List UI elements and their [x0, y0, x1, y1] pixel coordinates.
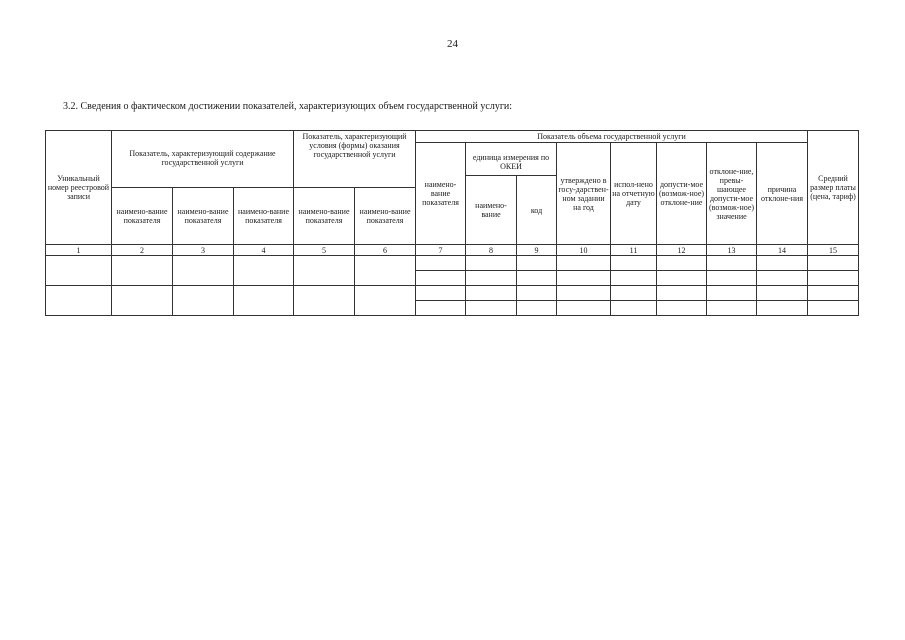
column-number: 7 — [416, 245, 466, 256]
volume-indicator-header: Показатель объема государственной услуги — [416, 131, 808, 143]
column-number: 2 — [112, 245, 173, 256]
empty-cell — [707, 301, 757, 316]
column-number: 8 — [466, 245, 517, 256]
empty-cell — [517, 301, 557, 316]
sub-indicator-name-header: наимено-вание показателя — [294, 188, 355, 245]
unique-number-header: Уникальный номер реестровой записи — [46, 131, 112, 245]
empty-cell — [355, 286, 416, 316]
unit-of-measure-header: единица измерения по ОКЕИ — [466, 143, 557, 176]
empty-cell — [112, 256, 173, 286]
empty-cell — [557, 256, 611, 271]
empty-cell — [808, 286, 859, 301]
empty-cell — [611, 256, 657, 271]
deviation-reason-header: причина отклоне-ния — [757, 143, 808, 245]
empty-cell — [294, 286, 355, 316]
empty-cell — [657, 271, 707, 286]
conditions-indicator-header: Показатель, характеризующий условия (формы) оказания государственной услуги — [294, 131, 416, 188]
empty-cell — [517, 286, 557, 301]
empty-cell — [557, 271, 611, 286]
empty-cell — [757, 256, 808, 271]
empty-cell — [517, 256, 557, 271]
indicator-name-header: наимено-вание показателя — [416, 143, 466, 245]
sub-indicator-name-header: наимено-вание показателя — [112, 188, 173, 245]
empty-cell — [416, 256, 466, 271]
approved-header: утверждено в госу-дарствен-ном задании на год — [557, 143, 611, 245]
column-number: 3 — [173, 245, 234, 256]
empty-cell — [657, 301, 707, 316]
empty-cell — [416, 286, 466, 301]
empty-cell — [173, 286, 234, 316]
empty-cell — [808, 301, 859, 316]
empty-cell — [416, 301, 466, 316]
column-number: 5 — [294, 245, 355, 256]
column-number: 14 — [757, 245, 808, 256]
empty-cell — [234, 286, 294, 316]
empty-cell — [557, 286, 611, 301]
column-number: 1 — [46, 245, 112, 256]
empty-cell — [557, 301, 611, 316]
empty-cell — [757, 271, 808, 286]
average-fee-header: Средний размер платы (цена, тариф) — [808, 131, 859, 245]
empty-cell — [46, 286, 112, 316]
allowed-deviation-header: допусти-мое (возмож-ное) отклоне-ние — [657, 143, 707, 245]
sub-indicator-name-header: наимено-вание показателя — [173, 188, 234, 245]
empty-cell — [657, 286, 707, 301]
empty-cell — [707, 256, 757, 271]
empty-cell — [808, 271, 859, 286]
empty-cell — [466, 271, 517, 286]
empty-cell — [466, 286, 517, 301]
empty-cell — [112, 286, 173, 316]
page-number: 24 — [447, 38, 458, 50]
empty-cell — [657, 256, 707, 271]
sub-indicator-name-header: наимено-вание показателя — [234, 188, 294, 245]
column-number: 6 — [355, 245, 416, 256]
empty-cell — [466, 256, 517, 271]
executed-header: испол-нено на отчетную дату — [611, 143, 657, 245]
empty-cell — [234, 256, 294, 286]
column-number: 12 — [657, 245, 707, 256]
empty-cell — [466, 301, 517, 316]
content-indicator-header: Показатель, характеризующий содержание государственной услуги — [112, 131, 294, 188]
empty-cell — [46, 256, 112, 286]
empty-cell — [173, 256, 234, 286]
volume-indicators-table — [45, 130, 859, 316]
exceeding-deviation-header: отклоне-ние, превы-шающее допусти-мое (возмож-ное) значение — [707, 143, 757, 245]
empty-cell — [808, 256, 859, 271]
unit-name-header: наимено-вание — [466, 176, 517, 245]
sub-indicator-name-header: наимено-вание показателя — [355, 188, 416, 245]
empty-cell — [707, 286, 757, 301]
column-number: 13 — [707, 245, 757, 256]
column-number: 9 — [517, 245, 557, 256]
empty-cell — [611, 301, 657, 316]
column-number: 11 — [611, 245, 657, 256]
empty-cell — [517, 271, 557, 286]
column-number: 15 — [808, 245, 859, 256]
empty-cell — [611, 271, 657, 286]
empty-cell — [757, 301, 808, 316]
column-number: 10 — [557, 245, 611, 256]
section-heading: 3.2. Сведения о фактическом достижении показателей, характеризующих объем государственной услуги: — [63, 101, 513, 112]
empty-cell — [416, 271, 466, 286]
empty-cell — [757, 286, 808, 301]
empty-cell — [294, 256, 355, 286]
empty-cell — [707, 271, 757, 286]
empty-cell — [355, 256, 416, 286]
column-number: 4 — [234, 245, 294, 256]
unit-code-header: код — [517, 176, 557, 245]
empty-cell — [611, 286, 657, 301]
